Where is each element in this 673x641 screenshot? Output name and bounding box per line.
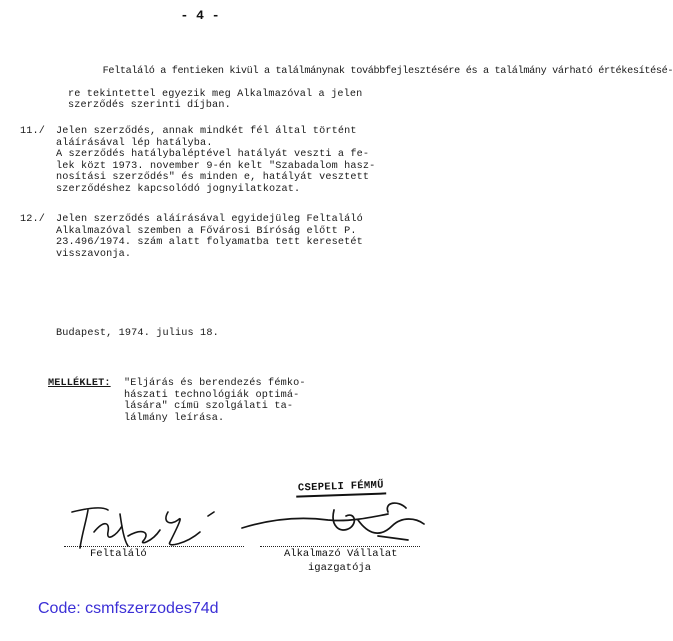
intro-line: szerződés szerinti díjban. — [68, 100, 231, 112]
section-line: Alkalmazóval szemben a Fővárosi Bíróság előtt P. — [56, 225, 357, 237]
section-line: lek közt 1973. november 9-én kelt "Szabadalom hasz- — [56, 160, 376, 172]
right-signature-line — [260, 546, 420, 547]
section-line: nosítási szerződés" és minden e, hatályát vesztett — [56, 172, 370, 184]
intro-line: re tekintettel egyezik meg Alkalmazóval a jelen — [68, 88, 363, 100]
inventor-signature — [58, 492, 248, 552]
attachment-line: lálmány leírása. — [124, 412, 225, 424]
section-line: A szerződés hatálybaléptével hatályát veszti a fe- — [56, 149, 370, 161]
intro-paragraph — [68, 54, 673, 112]
left-signature-line — [64, 546, 244, 547]
director-signature — [238, 490, 438, 550]
attachment-line: lására" címü szolgálati ta- — [124, 401, 294, 413]
section-12-text — [56, 214, 363, 260]
document-code: Code: csmfszerzodes74d — [38, 600, 219, 617]
attachment-line: hászati technológiák optimá- — [124, 389, 300, 401]
section-11-text — [56, 126, 375, 196]
company-stamp: CSEPELI FÉMMŰ — [296, 479, 386, 497]
section-line: Jelen szerződés aláírásával egyidejüleg Feltaláló — [56, 214, 363, 225]
attachment-line: "Eljárás és berendezés fémko- — [124, 378, 306, 389]
section-line: visszavonja. — [56, 248, 132, 260]
section-number: 11./ — [20, 126, 46, 137]
place-date: Budapest, 1974. julius 18. — [56, 328, 219, 339]
section-line: 23.496/1974. szám alatt folyamatba tett keresetét — [56, 237, 363, 249]
section-number: 12./ — [20, 214, 46, 225]
director-label: igazgatója — [308, 562, 372, 574]
intro-line: Feltaláló a fentieken kivül a találmánynak továbbfejlesztésére és a találmány várható értékesítésé- — [102, 65, 673, 77]
attachment-label: MELLÉKLET: — [48, 378, 111, 389]
inventor-label: Feltaláló — [90, 548, 147, 560]
employer-label: Alkalmazó Vállalat — [284, 548, 398, 560]
attachment-text — [124, 378, 306, 424]
page-number: - 4 - — [180, 8, 220, 23]
section-line: aláírásával lép hatályba. — [56, 137, 213, 149]
section-line: szerződéshez kapcsolódó jognyilatkozat. — [56, 183, 301, 195]
section-line: Jelen szerződés, annak mindkét fél által történt — [56, 126, 357, 137]
